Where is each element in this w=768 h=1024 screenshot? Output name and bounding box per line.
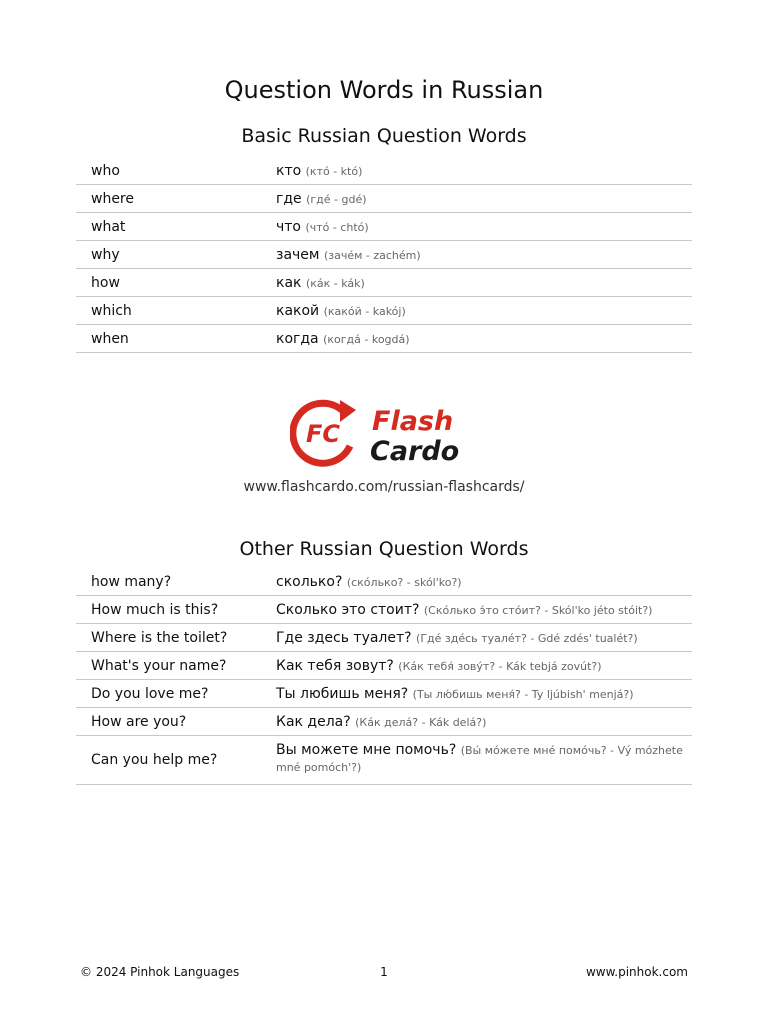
english-word: how	[76, 269, 261, 297]
russian-word-cell	[261, 596, 692, 624]
section-title-basic: Basic Russian Question Words	[241, 125, 527, 147]
russian-word: что	[276, 218, 301, 235]
english-word: Do you love me?	[76, 680, 261, 708]
russian-word-cell	[261, 652, 692, 680]
russian-word: Сколько это стоит?	[276, 601, 420, 618]
english-word: when	[76, 325, 261, 353]
flashcardo-url[interactable]: www.flashcardo.com/russian-flashcards/	[243, 479, 525, 495]
transliteration: (Ты лю́бишь меня́? - Ty ljúbish' menjá?)	[412, 687, 634, 701]
english-word: who	[76, 157, 261, 185]
transliteration: (Вы́ мóжете мнé помóчь? - Vý mózhete mné pomóch'?)	[276, 744, 683, 774]
transliteration: (чтó - chtó)	[305, 220, 369, 234]
russian-word-cell	[261, 708, 692, 736]
footer-page-number: 1	[380, 965, 388, 979]
transliteration: (кáк - kák)	[305, 276, 365, 290]
transliteration: (зачéм - zachém)	[323, 248, 421, 262]
footer-copyright: © 2024 Pinhok Languages	[80, 965, 240, 979]
page-title: Question Words in Russian	[224, 76, 544, 104]
russian-word: сколько?	[276, 573, 343, 590]
table-row	[76, 325, 692, 353]
russian-word-cell	[261, 736, 692, 785]
table-row	[76, 213, 692, 241]
table-row	[76, 708, 692, 736]
russian-word: какой	[276, 302, 320, 319]
table-row	[76, 736, 692, 785]
transliteration: (ктó - któ)	[305, 164, 363, 178]
table-row	[76, 241, 692, 269]
russian-word: Где здесь туалет?	[276, 629, 412, 646]
english-word: where	[76, 185, 261, 213]
logo-mark-text: FC	[305, 420, 341, 448]
logo-text-flash: Flash	[372, 406, 454, 437]
transliteration: (Кáк тебя́ зову́т? - Kák tebjá zovút?)	[398, 659, 602, 673]
english-word: what	[76, 213, 261, 241]
english-word: How much is this?	[76, 596, 261, 624]
english-word: which	[76, 297, 261, 325]
english-word: Can you help me?	[76, 736, 261, 785]
table-row	[76, 624, 692, 652]
transliteration: (какóй - kakój)	[323, 304, 406, 318]
russian-word: как	[276, 274, 302, 291]
russian-word: где	[276, 190, 302, 207]
table-row	[76, 652, 692, 680]
transliteration: (Скóлько э́то стóит? - Skól'ko jéto stóit?)	[423, 603, 653, 617]
transliteration: (гдé - gdé)	[306, 192, 367, 206]
russian-word-cell	[261, 269, 692, 297]
table-row	[76, 680, 692, 708]
english-word: How are you?	[76, 708, 261, 736]
english-word: What's your name?	[76, 652, 261, 680]
basic-words-table	[76, 157, 692, 353]
flashcardo-logo	[290, 396, 475, 468]
english-word: Where is the toilet?	[76, 624, 261, 652]
table-row	[76, 185, 692, 213]
table-row	[76, 157, 692, 185]
logo-mark-icon	[293, 400, 356, 464]
transliteration: (Гдé здéсь туалéт? - Gdé zdés' tualét?)	[416, 631, 638, 645]
logo-text-cardo: Cardo	[370, 436, 460, 467]
russian-word: когда	[276, 330, 319, 347]
russian-word: Вы можете мне помочь?	[276, 742, 457, 758]
other-words-table	[76, 568, 692, 785]
russian-word: Как тебя зовут?	[276, 657, 394, 674]
russian-word-cell	[261, 241, 692, 269]
russian-word: зачем	[276, 246, 320, 263]
table-row	[76, 297, 692, 325]
section-title-other: Other Russian Question Words	[239, 538, 529, 560]
russian-word-cell	[261, 185, 692, 213]
russian-word: Как дела?	[276, 713, 351, 730]
russian-word-cell	[261, 213, 692, 241]
russian-word-cell	[261, 325, 692, 353]
table-row	[76, 568, 692, 596]
transliteration: (когдá - kogdá)	[323, 332, 410, 346]
russian-word: кто	[276, 162, 302, 179]
transliteration: (Кáк делá? - Kák delá?)	[355, 715, 487, 729]
footer-website[interactable]: www.pinhok.com	[585, 965, 688, 979]
russian-word-cell	[261, 568, 692, 596]
table-row	[76, 596, 692, 624]
russian-word-cell	[261, 297, 692, 325]
russian-word-cell	[261, 157, 692, 185]
english-word: how many?	[76, 568, 261, 596]
transliteration: (скóлько? - skól'ko?)	[346, 575, 462, 589]
russian-word: Ты любишь меня?	[276, 685, 409, 702]
russian-word-cell	[261, 680, 692, 708]
english-word: why	[76, 241, 261, 269]
russian-word-cell	[261, 624, 692, 652]
table-row	[76, 269, 692, 297]
